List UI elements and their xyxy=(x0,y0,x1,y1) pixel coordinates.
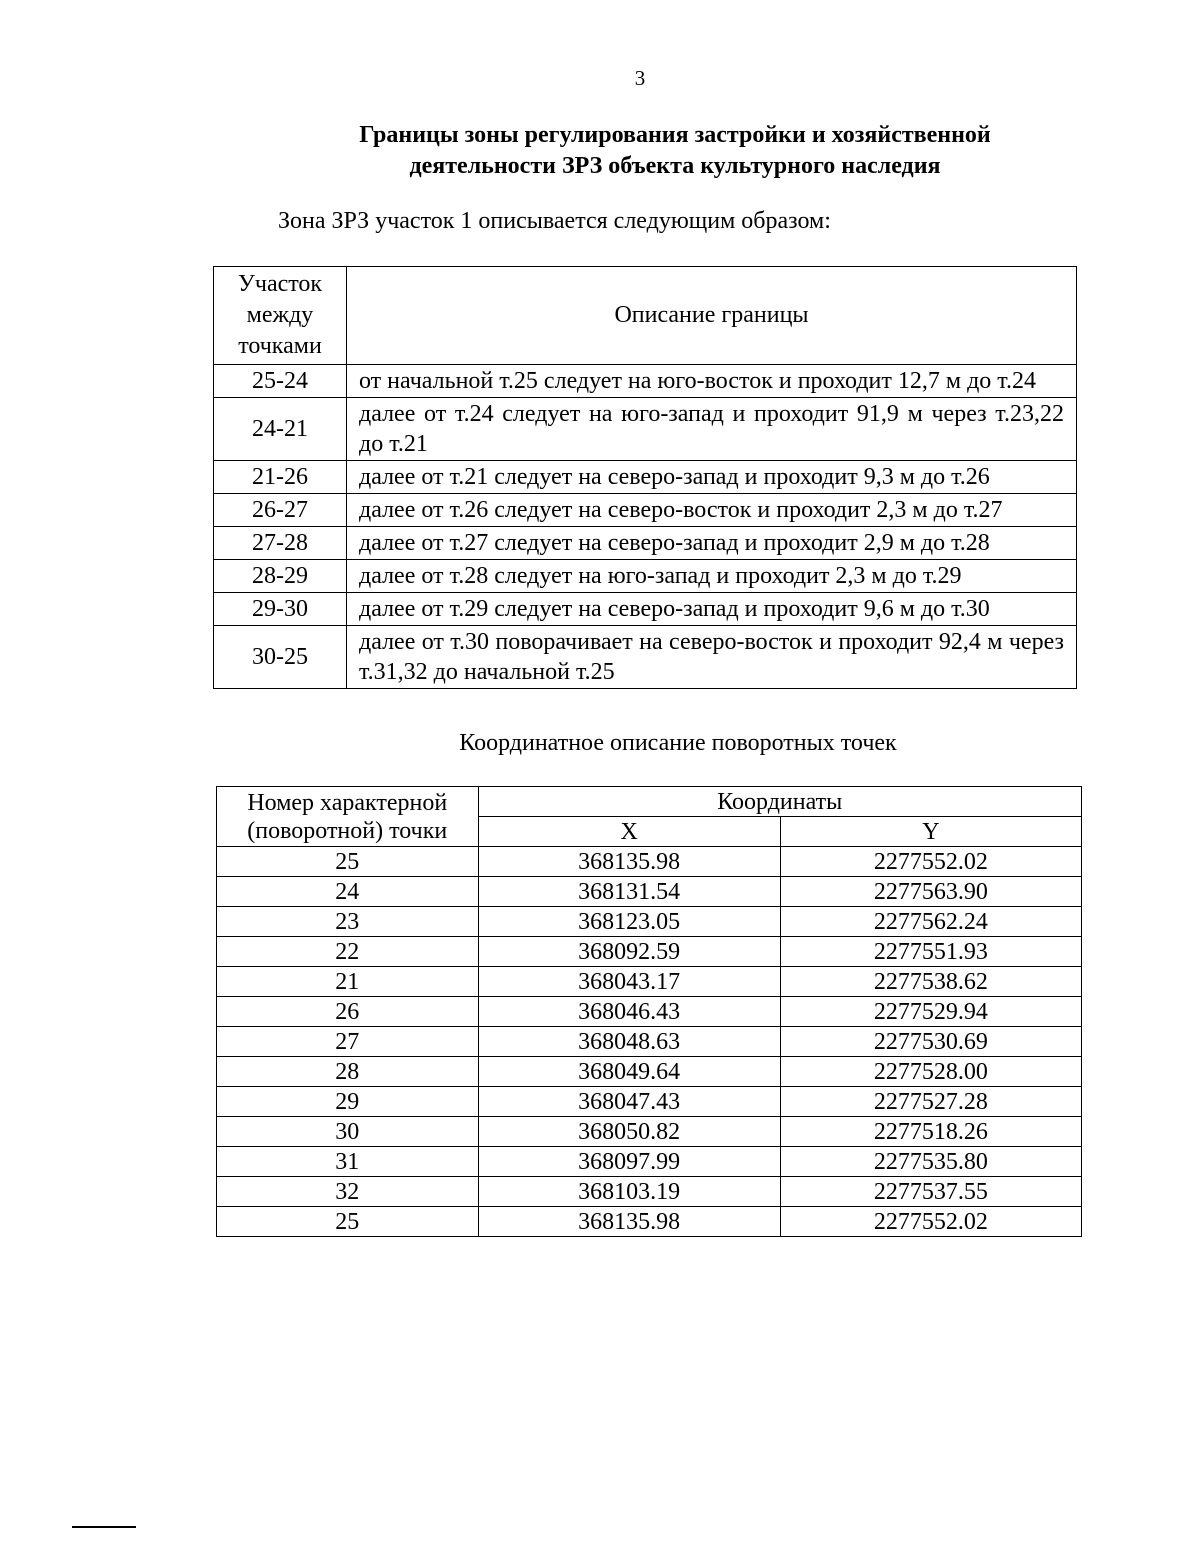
x-coordinate-cell: 368048.63 xyxy=(478,1027,780,1057)
segments-header-row xyxy=(214,267,1077,365)
segment-cell: 30-25 xyxy=(214,626,347,689)
coordinate-row xyxy=(217,877,1082,907)
point-number-cell: 27 xyxy=(217,1027,479,1057)
segment-row xyxy=(214,527,1077,560)
intro-paragraph: Зона ЗРЗ участок 1 описывается следующим образом: xyxy=(278,208,831,234)
description-cell: далее от т.29 следует на северо-запад и проходит 9,6 м до т.30 xyxy=(347,593,1077,626)
point-number-cell: 21 xyxy=(217,967,479,997)
point-number-cell: 25 xyxy=(217,1207,479,1237)
coordinate-row xyxy=(217,1147,1082,1177)
x-header: X xyxy=(478,817,780,847)
coordinate-row xyxy=(217,1177,1082,1207)
point-number-cell: 30 xyxy=(217,1117,479,1147)
segment-row xyxy=(214,365,1077,398)
segment-cell: 27-28 xyxy=(214,527,347,560)
point-number-cell: 24 xyxy=(217,877,479,907)
x-coordinate-cell: 368046.43 xyxy=(478,997,780,1027)
point-number-header xyxy=(217,787,479,847)
x-coordinate-cell: 368135.98 xyxy=(478,1207,780,1237)
description-cell: далее от т.30 поворачивает на северо-восток и проходит 92,4 м через т.31,32 до начальной т.25 xyxy=(347,626,1077,689)
coordinate-row xyxy=(217,1087,1082,1117)
x-coordinate-cell: 368049.64 xyxy=(478,1057,780,1087)
point-number-cell: 29 xyxy=(217,1087,479,1117)
point-number-cell: 25 xyxy=(217,847,479,877)
segment-row xyxy=(214,593,1077,626)
segment-row xyxy=(214,398,1077,461)
coordinate-row xyxy=(217,1027,1082,1057)
y-coordinate-cell: 2277518.26 xyxy=(780,1117,1081,1147)
x-coordinate-cell: 368135.98 xyxy=(478,847,780,877)
segment-header-line: между xyxy=(246,302,314,328)
segment-cell: 24-21 xyxy=(214,398,347,461)
segment-header xyxy=(214,267,347,365)
coordinate-row xyxy=(217,997,1082,1027)
page-number: 3 xyxy=(634,66,646,90)
scan-artifact-line xyxy=(72,1526,136,1528)
segment-row xyxy=(214,461,1077,494)
y-coordinate-cell: 2277530.69 xyxy=(780,1027,1081,1057)
segment-header-line: Участок xyxy=(237,271,323,297)
segment-row xyxy=(214,494,1077,527)
coordinate-row xyxy=(217,847,1082,877)
segment-cell: 28-29 xyxy=(214,560,347,593)
title-line-1: Границы зоны регулирования застройки и хозяйственной xyxy=(359,122,991,148)
description-cell: далее от т.24 следует на юго-запад и проходит 91,9 м через т.23,22 до т.21 xyxy=(347,398,1077,461)
point-number-header-line: Номер характерной xyxy=(247,789,448,816)
x-coordinate-cell: 368047.43 xyxy=(478,1087,780,1117)
y-header: Y xyxy=(780,817,1081,847)
y-coordinate-cell: 2277527.28 xyxy=(780,1087,1081,1117)
y-coordinate-cell: 2277552.02 xyxy=(780,847,1081,877)
x-coordinate-cell: 368097.99 xyxy=(478,1147,780,1177)
segment-cell: 26-27 xyxy=(214,494,347,527)
y-coordinate-cell: 2277529.94 xyxy=(780,997,1081,1027)
y-coordinate-cell: 2277552.02 xyxy=(780,1207,1081,1237)
title-line-2: деятельности ЗРЗ объекта культурного наследия xyxy=(409,153,941,179)
point-number-cell: 26 xyxy=(217,997,479,1027)
description-cell: далее от т.26 следует на северо-восток и проходит 2,3 м до т.27 xyxy=(347,494,1077,527)
point-number-cell: 28 xyxy=(217,1057,479,1087)
coordinate-row xyxy=(217,967,1082,997)
y-coordinate-cell: 2277551.93 xyxy=(780,937,1081,967)
coordinates-table xyxy=(216,786,1082,1237)
page-title xyxy=(250,120,1100,182)
coordinate-row xyxy=(217,937,1082,967)
point-number-cell: 31 xyxy=(217,1147,479,1177)
point-number-cell: 22 xyxy=(217,937,479,967)
description-cell: далее от т.28 следует на юго-запад и проходит 2,3 м до т.29 xyxy=(347,560,1077,593)
segment-row xyxy=(214,560,1077,593)
y-coordinate-cell: 2277538.62 xyxy=(780,967,1081,997)
segment-cell: 21-26 xyxy=(214,461,347,494)
x-coordinate-cell: 368050.82 xyxy=(478,1117,780,1147)
coordinate-row xyxy=(217,1117,1082,1147)
coordinates-header: Координаты xyxy=(478,787,1082,817)
coordinate-row xyxy=(217,907,1082,937)
x-coordinate-cell: 368092.59 xyxy=(478,937,780,967)
description-cell: далее от т.21 следует на северо-запад и проходит 9,3 м до т.26 xyxy=(347,461,1077,494)
coordinate-row xyxy=(217,1057,1082,1087)
description-cell: от начальной т.25 следует на юго-восток и проходит 12,7 м до т.24 xyxy=(347,365,1077,398)
description-header: Описание границы xyxy=(347,267,1077,365)
x-coordinate-cell: 368123.05 xyxy=(478,907,780,937)
y-coordinate-cell: 2277562.24 xyxy=(780,907,1081,937)
y-coordinate-cell: 2277563.90 xyxy=(780,877,1081,907)
segment-header-line: точками xyxy=(238,333,322,359)
coordinates-caption: Координатное описание поворотных точек xyxy=(459,730,897,756)
point-number-cell: 23 xyxy=(217,907,479,937)
coords-header-row xyxy=(217,787,1082,817)
x-coordinate-cell: 368103.19 xyxy=(478,1177,780,1207)
segment-cell: 25-24 xyxy=(214,365,347,398)
y-coordinate-cell: 2277535.80 xyxy=(780,1147,1081,1177)
description-cell: далее от т.27 следует на северо-запад и проходит 2,9 м до т.28 xyxy=(347,527,1077,560)
point-number-cell: 32 xyxy=(217,1177,479,1207)
segment-row xyxy=(214,626,1077,689)
segment-cell: 29-30 xyxy=(214,593,347,626)
x-coordinate-cell: 368043.17 xyxy=(478,967,780,997)
x-coordinate-cell: 368131.54 xyxy=(478,877,780,907)
coordinate-row xyxy=(217,1207,1082,1237)
boundary-segments-table xyxy=(213,266,1077,689)
point-number-header-line: (поворотной) точки xyxy=(247,817,448,844)
y-coordinate-cell: 2277537.55 xyxy=(780,1177,1081,1207)
y-coordinate-cell: 2277528.00 xyxy=(780,1057,1081,1087)
